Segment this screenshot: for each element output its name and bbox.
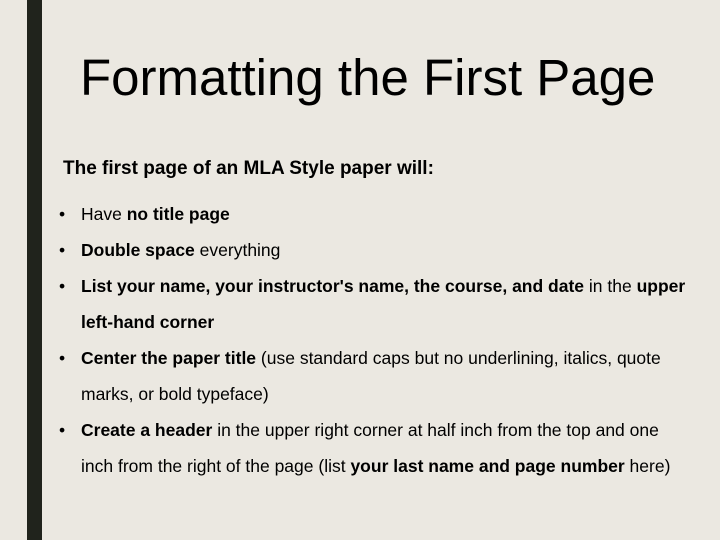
bullet-text-segment: no title page	[126, 204, 230, 224]
bullet-marker: •	[59, 420, 66, 440]
bullet-marker: •	[59, 240, 66, 260]
slide-title: Formatting the First Page	[80, 49, 656, 106]
bullet-item	[59, 412, 689, 484]
bullet-text-segment: List your name, your instructor's name, the course, and date	[81, 276, 585, 296]
bullet-marker: •	[59, 204, 66, 224]
bullet-text-segment: (use standard caps but no underlining, italics, quote marks, or bold typeface)	[81, 348, 661, 404]
bullet-text-segment: Double space	[81, 240, 195, 260]
left-accent-bar	[27, 0, 42, 540]
bullet-text-segment: everything	[194, 240, 281, 260]
bullet-list	[59, 196, 689, 484]
bullet-item	[59, 232, 689, 268]
bullet-text-segment: in the	[584, 276, 637, 296]
bullet-marker: •	[59, 276, 66, 296]
bullet-item	[59, 340, 689, 412]
bullet-item	[59, 268, 689, 340]
bullet-item	[59, 196, 689, 232]
bullet-text-segment: here)	[624, 456, 671, 476]
bullet-marker: •	[59, 348, 66, 368]
bullet-text-segment: Have	[81, 204, 127, 224]
bullet-text-segment: in the upper right corner at half inch from the top and one inch from the right of the page (list	[81, 420, 659, 476]
bullet-text-segment: Create a header	[81, 420, 213, 440]
bullet-text-segment: your last name and page number	[350, 456, 625, 476]
bullet-text-segment: upper left-hand corner	[81, 276, 686, 332]
bullet-text-segment: Center the paper title	[81, 348, 257, 368]
intro-text: The first page of an MLA Style paper will:	[63, 158, 434, 179]
